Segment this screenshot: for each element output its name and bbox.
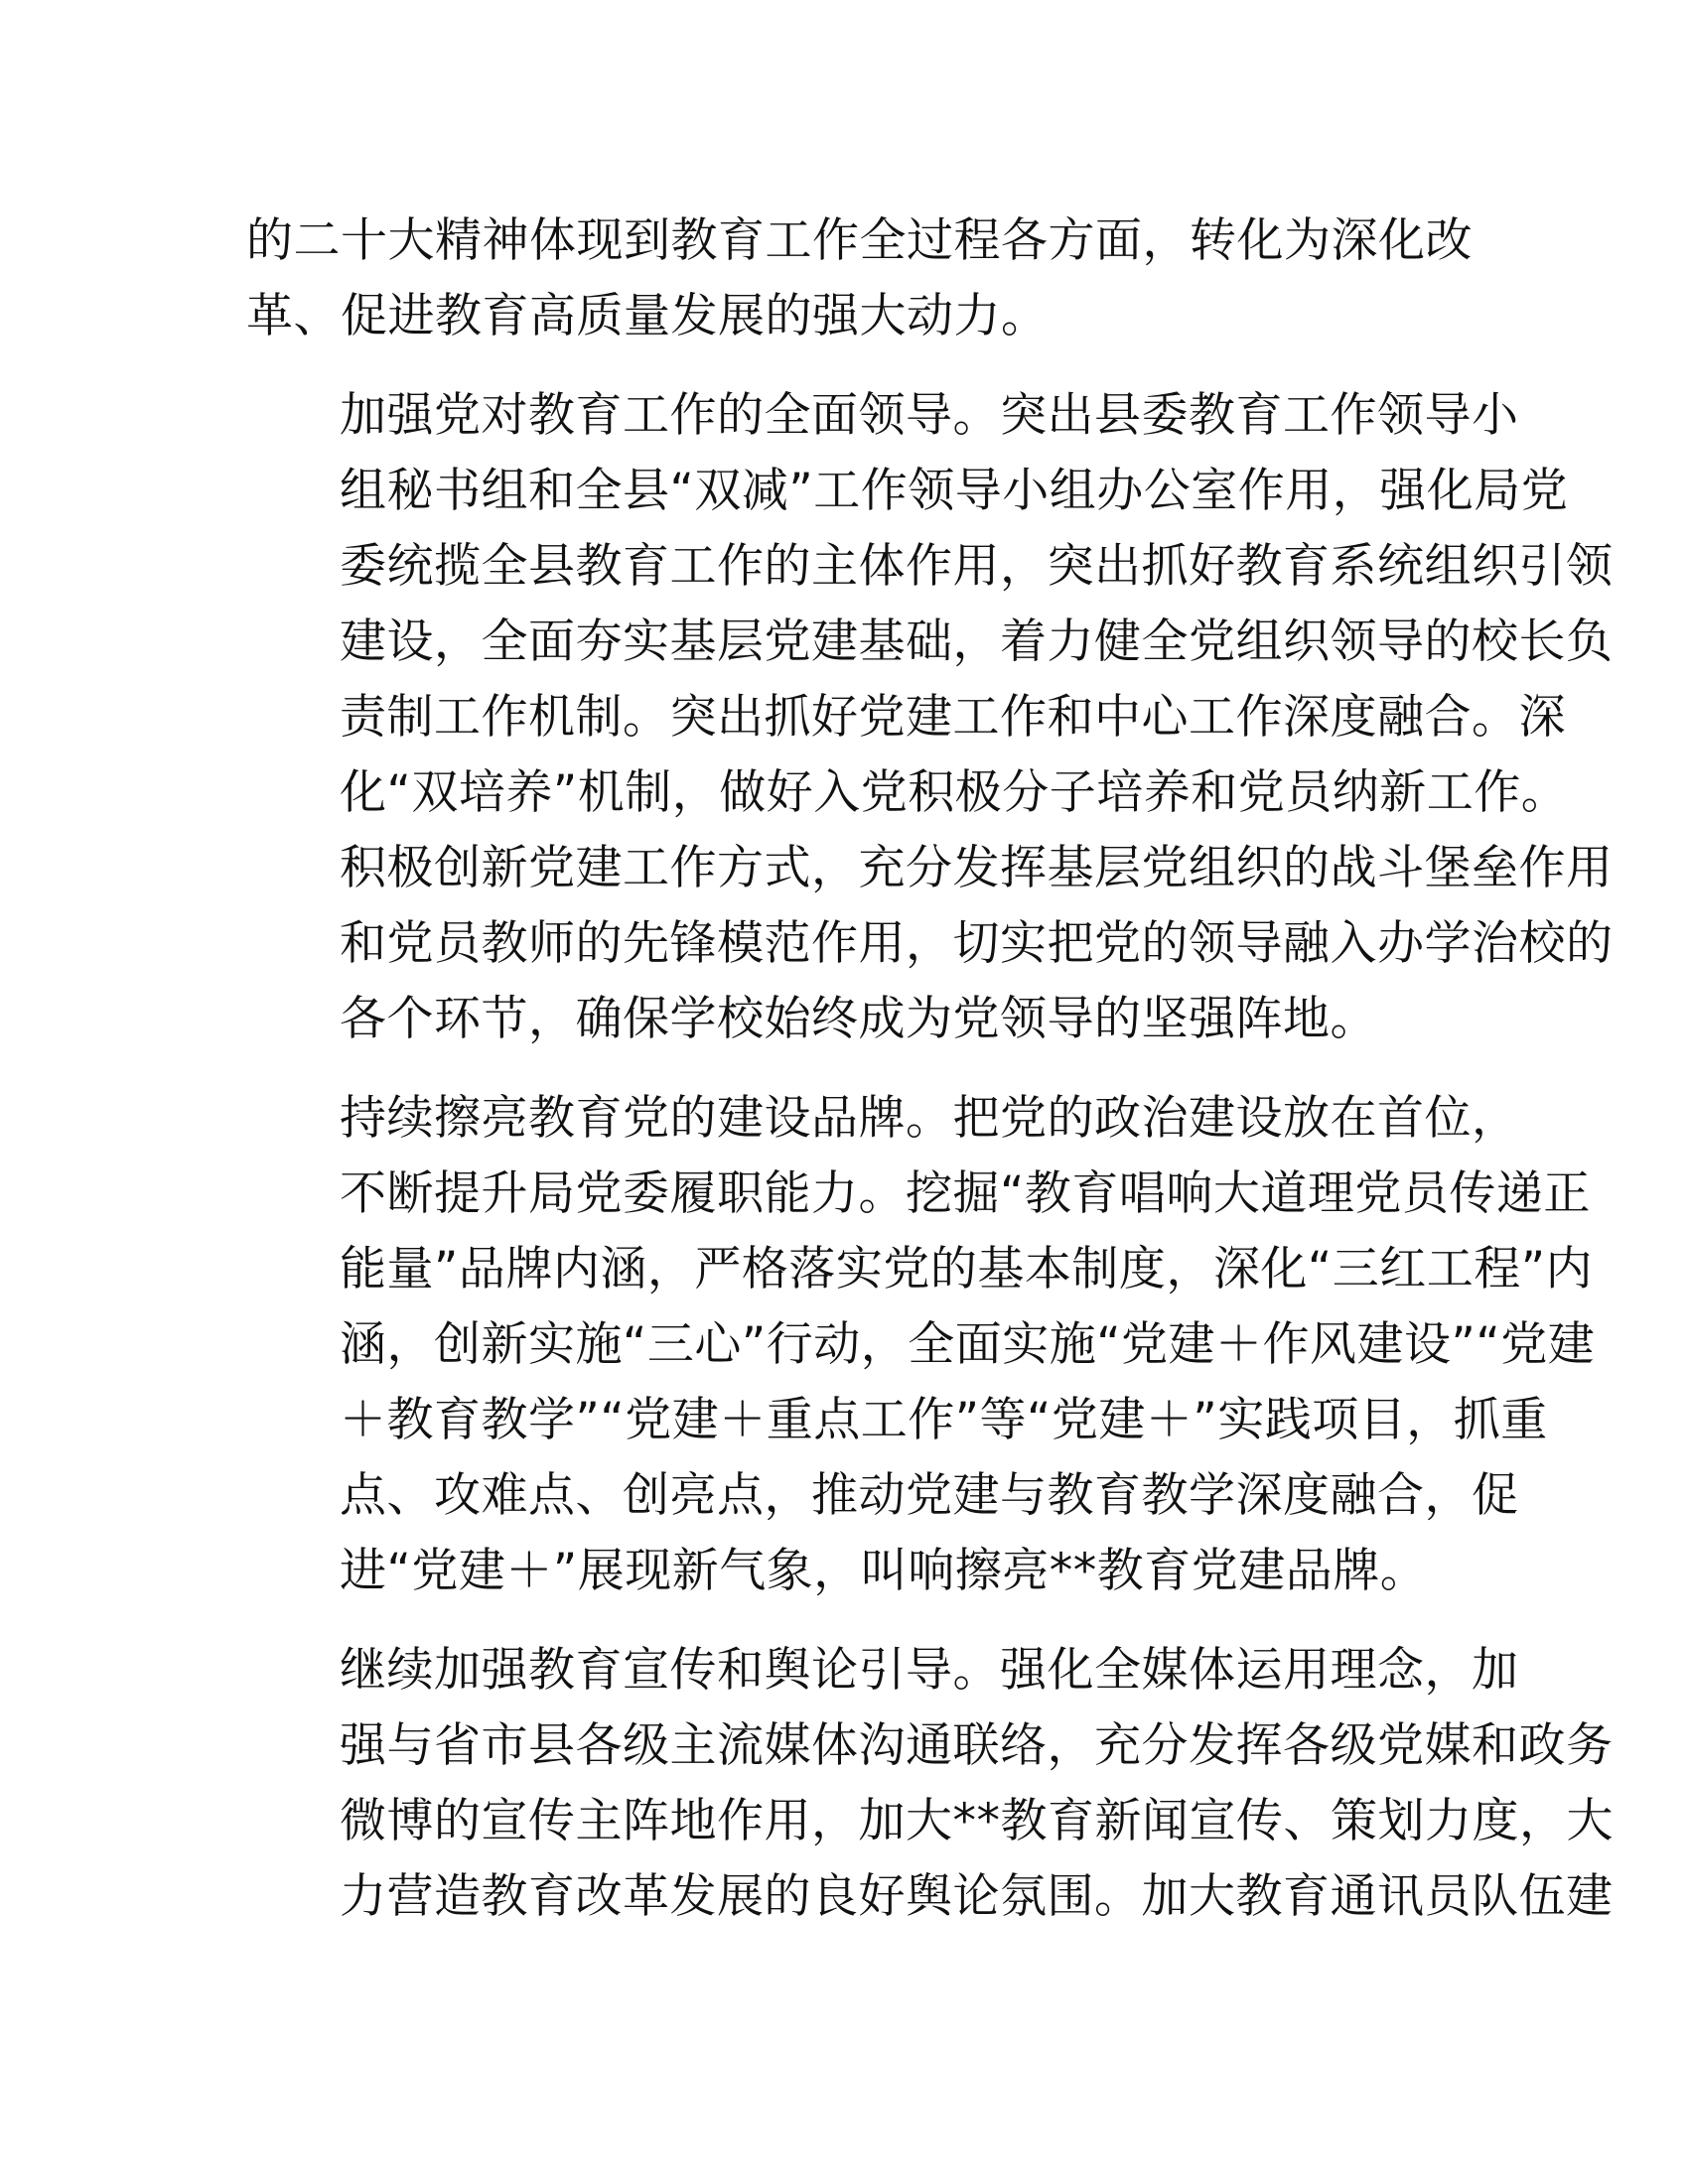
paragraph-line: 强与省市县各级主流媒体沟通联络，充分发挥各级党媒和政务	[340, 1718, 1614, 1773]
paragraph-line: 组秘书组和全县“双减”工作领导小组办公室作用，强化局党	[340, 464, 1569, 518]
paragraph-line: 不断提升局党委履职能力。挖掘“教育唱响大道理党员传递正	[340, 1166, 1591, 1221]
paragraph-1	[246, 204, 1473, 354]
paragraph-3	[246, 1081, 1596, 1609]
paragraph-4	[246, 1633, 1614, 1935]
paragraph-line: 革、促进教育高质量发展的强大动力。	[246, 289, 1049, 343]
paragraph-line: 化“双培养”机制，做好入党积极分子培养和党员纳新工作。	[340, 765, 1569, 820]
paragraph-line: 加强党对教育工作的全面领导。突出县委教育工作领导小	[340, 388, 1519, 443]
paragraph-line: 和党员教师的先锋模范作用，切实把党的领导融入办学治校的	[340, 916, 1614, 971]
paragraph-line: ＋教育教学”“党建＋重点工作”等“党建＋”实践项目，抓重	[340, 1393, 1548, 1447]
paragraph-line: 积极创新党建工作方式，充分发挥基层党组织的战斗堡垒作用	[340, 841, 1614, 895]
paragraph-line: 能量”品牌内涵，严格落实党的基本制度，深化“三红工程”内	[340, 1242, 1594, 1297]
paragraph-line: 继续加强教育宣传和舆论引导。强化全媒体运用理念，加	[340, 1643, 1519, 1698]
paragraph-line: 责制工作机制。突出抓好党建工作和中心工作深度融合。深	[340, 690, 1566, 745]
paragraph-line: 进“党建＋”展现新气象，叫响擦亮**教育党建品牌。	[340, 1544, 1428, 1598]
paragraph-line: 的二十大精神体现到教育工作全过程各方面，转化为深化改	[246, 213, 1473, 268]
paragraph-line: 力营造教育改革发展的良好舆论氛围。加大教育通讯员队伍建	[340, 1869, 1614, 1924]
paragraph-line: 委统揽全县教育工作的主体作用，突出抓好教育系统组织引领	[340, 539, 1614, 594]
paragraph-line: 微博的宣传主阵地作用，加大**教育新闻宣传、策划力度，大	[340, 1794, 1614, 1848]
paragraph-line: 点、攻难点、创亮点，推动党建与教育教学深度融合，促	[340, 1468, 1519, 1523]
document-body	[246, 204, 1614, 1935]
paragraph-line: 各个环节，确保学校始终成为党领导的坚强阵地。	[340, 992, 1377, 1046]
paragraph-line: 涵，创新实施“三心”行动，全面实施“党建＋作风建设”“党建	[340, 1317, 1596, 1372]
paragraph-line: 持续擦亮教育党的建设品牌。把党的政治建设放在首位，	[340, 1091, 1519, 1146]
paragraph-2	[246, 378, 1614, 1057]
paragraph-line: 建设，全面夯实基层党建基础，着力健全党组织领导的校长负	[340, 614, 1614, 669]
